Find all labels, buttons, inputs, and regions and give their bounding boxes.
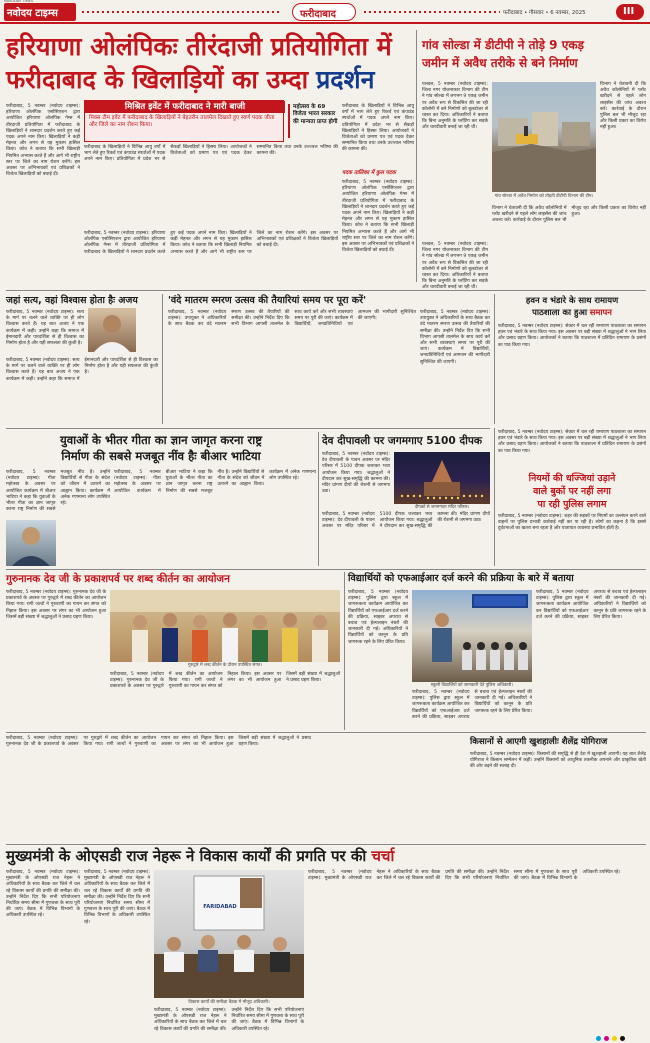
cm-photo	[154, 870, 304, 998]
registration-marks	[596, 1036, 646, 1042]
lead-headline-highlight: प्रदर्शन	[316, 65, 375, 94]
deep-text-a: फरीदाबाद, 5 नवम्बर (नवोदय टाइम्स): देव दीपावली के पावन अवसर पर मंदिर परिसर में 5100 दीपक जलाकर भव्य आयोजन किया गया। श्रद्धालुओं ने दीपदान कर सुख-समृद्धि की कामना की। मंदिर प्रांगण दीपों की रोशनी से जगमगा उठा।	[322, 452, 390, 495]
deep-photo-caption: दीपकों से जगमगाता मंदिर परिसर।	[414, 505, 470, 510]
havan-text-cont: फरीदाबाद, 5 नवम्बर (नवोदय टाइम्स): सेक्टर में चल रही रामायण पाठशाला का समापन हवन एवं भंडारे के साथ किया गया। इस अवसर पर बड़ी संख्या में श्रद्धालुओं ने भाग लिया और प्रसाद ग्रहण किया। आयोजकों ने बताया कि पाठशाला में प्रतिदिन रामायण के प्रसंगों का पाठ किया गया।	[498, 430, 646, 454]
havan-headline	[498, 294, 646, 324]
divider-v1	[416, 30, 417, 282]
row5-text-left: फरीदाबाद, 5 नवम्बर (नवोदय टाइम्स): गुरुनानक देव जी के प्रकाशपर्व के अवसर पर गुरुद्वारे में शब्द कीर्तन का आयोजन किया गया। रागी जत्थों ने गुरुवाणी का गायन कर संगत को निहाल किया। इस अवसर पर लंगर का भी आयोजन हुआ जिसमें बड़ी संख्या में श्रद्धालुओं ने प्रसाद ग्रहण किया।	[6, 736, 311, 748]
divider-h1	[6, 290, 646, 291]
ajay-photo	[88, 308, 136, 352]
deep-photo-art	[394, 452, 490, 504]
guru-text-b: फरीदाबाद, 5 नवम्बर (नवोदय टाइम्स): गुरुनानक देव जी के प्रकाशपर्व के अवसर पर गुरुद्वारे में शब्द कीर्तन का आयोजन किया गया। रागी जत्थों ने गुरुवाणी का गायन कर संगत को निहाल किया। इस अवसर पर लंगर का भी आयोजन हुआ जिसमें बड़ी संख्या में श्रद्धालुओं ने प्रसाद ग्रहण किया।	[110, 672, 340, 690]
niyam-headline-line2: वाले बुकों पर नहीं लगा	[533, 486, 611, 497]
ajay-text-b: फरीदाबाद, 5 नवम्बर (नवोदय टाइम्स): सत्य के मार्ग पर चलने वाले व्यक्ति पर ही लोग विश्वास करते हैं। यह बात अजय ने एक कार्यक्रम में कही। उन्होंने कहा कि समाज में ईमानदारी और पारदर्शिता से ही विश्वास का निर्माण होता है और यही सफलता की कुंजी है।	[6, 358, 158, 382]
solda-headline-line1: गांव सोल्डा में डीटीपी ने तोड़े 9 एकड़	[422, 38, 584, 52]
ajay-photo-art	[88, 308, 136, 352]
havan-headline-line1: हवन व भंडारे के साथ रामायण	[525, 295, 619, 305]
niyam-headline-line1: नियमों की धज्जियां उड़ाने	[528, 473, 616, 484]
divider-h5	[6, 844, 646, 845]
page-number-text: III	[623, 6, 635, 17]
lead-text-col1: फरीदाबाद, 5 नवम्बर (नवोदय टाइम्स): हरियाणा ओलंपिक एसोसिएशन द्वारा आयोजित हरियाणा ओलंपिक गेम्स में तीरंदाजी प्रतियोगिता में फरीदाबाद के खिलाड़ियों ने शानदार प्रदर्शन करते हुए कई पदक अपने नाम किए। खिलाड़ियों ने कड़ी मेहनत और लगन से यह मुकाम हासिल किया। कोच ने बताया कि सभी खिलाड़ी नियमित अभ्यास करते हैं और आगे भी राष्ट्रीय स्तर पर जिले का नाम रोशन करेंगे। इस अवसर पर अभिभावकों एवं प्रशिक्षकों ने विजेता खिलाड़ियों को बधाई दी।	[6, 104, 80, 178]
vande-text: फरीदाबाद, 5 नवम्बर (नवोदय टाइम्स): उपायुक्त ने अधिकारियों के साथ बैठक कर वंदे मातरम स्मरण उत्सव की तैयारियों की समीक्षा की। उन्होंने निर्देश दिए कि सभी विभाग आपसी तालमेल के साथ कार्य करें और सभी व्यवस्थाएं समय पर पूरी की जाएं। कार्यक्रम में विद्यार्थियों, जनप्रतिनिधियों एवं आमजन की भागीदारी सुनिश्चित की जाएगी।	[168, 310, 416, 328]
niyam-headline-line3: पा रही पुलिस लगाम	[537, 499, 607, 510]
vidya-text-c: फरीदाबाद, 5 नवम्बर (नवोदय टाइम्स): पुलिस द्वारा स्कूल में जागरूकता कार्यक्रम आयोजित कर विद्यार्थियों को एफआईआर दर्ज करने की प्रक्रिया, साइबर अपराध से बचाव एवं हेल्पलाइन नंबरों की जानकारी दी गई। अधिकारियों ने विद्यार्थियों को कानून के प्रति जागरूक रहने के लिए प्रेरित किया।	[536, 590, 646, 620]
gita-photo	[6, 520, 56, 566]
dots-rule-left	[82, 11, 282, 13]
vidya-text-a: फरीदाबाद, 5 नवम्बर (नवोदय टाइम्स): पुलिस द्वारा स्कूल में जागरूकता कार्यक्रम आयोजित कर विद्यार्थियों को एफआईआर दर्ज करने की प्रक्रिया, साइबर अपराध से बचाव एवं हेल्पलाइन नंबरों की जानकारी दी गई। अधिकारियों ने विद्यार्थियों को कानून के प्रति जागरूक रहने के लिए प्रेरित किया।	[348, 590, 408, 645]
brand-name: नवोदय टाइम्स	[7, 8, 58, 19]
havan-headline-line2: पाठशाला का हुआ	[532, 307, 588, 317]
dateline: फरीदाबाद • गौसवार • 6 नवम्बर, 2025	[503, 10, 586, 16]
divider-h4	[6, 732, 646, 733]
reg-dot-magenta	[604, 1036, 609, 1041]
vande-headline: 'वंदे मातरम स्मरण उत्सव की तैयारियां समय पर पूरा करें'	[168, 295, 367, 306]
lead-inset-headline: मिश्रित इवेंट में फरीदाबाद ने मारी बाजी	[85, 101, 285, 113]
solda-text-right: विभाग ने चेतावनी दी कि अवैध कॉलोनियों में प्लॉट खरीदने से पहले लोग लाइसेंस की जांच अवश्य करें। कार्रवाई के दौरान पुलिस बल भी मौजूद रहा और किसी प्रकार का विरोध नहीं हुआ।	[600, 82, 646, 131]
lead-right-text-a: फरीदाबाद के खिलाड़ियों ने विभिन्न आयु वर्गों में भाग लेते हुए रिकर्व एवं कंपाउंड स्पर्धाओं में पदक अपने नाम किए। प्रतियोगिता में प्रदेश भर से सैकड़ों खिलाड़ियों ने हिस्सा लिया। आयोजकों ने विजेताओं को प्रमाण पत्र एवं पदक देकर सम्मानित किया तथा उनके उज्ज्वल भविष्य की कामना की।	[342, 104, 414, 153]
vidya-photo-art	[412, 590, 532, 682]
lead-inset-text: मिक्स टीम इवेंट में फरीदाबाद के खिलाड़ियों ने बेहतरीन तालमेल दिखाते हुए स्वर्ण पदक जीता और जिले का नाम रोशन किया।	[89, 115, 275, 128]
cm-banner: FARIDABAD	[203, 904, 237, 910]
masthead	[0, 0, 650, 24]
solda-text-top: पलवल, 5 नवम्बर (नवोदय टाइम्स): जिला नगर योजनाकार विभाग की टीम ने गांव सोल्डा में लगभग 9 एकड़ जमीन पर अवैध रूप से विकसित की जा रही कॉलोनी में बने निर्माणों को बुलडोजर से ध्वस्त कर दिया। अधिकारियों ने बताया कि बिना अनुमति के प्लॉटिंग कर सड़कें और चारदीवारी बनाई जा रही थी।	[422, 82, 488, 131]
guru-headline: गुरुनानक देव जी के प्रकाशपर्व पर शब्द कीर्तन का आयोजन	[6, 573, 230, 585]
page-number	[616, 4, 644, 20]
brand-small: NAVODAY TIMES	[4, 0, 34, 3]
kisan-text: फरीदाबाद, 5 नवम्बर (नवोदय टाइम्स): किसानों की समृद्धि से ही देश में खुशहाली आएगी। यह बात शैलेंद्र योगिराज ने किसान सम्मेलन में कही। उन्होंने किसानों को आधुनिक तकनीक अपनाने और प्राकृतिक खेती की ओर बढ़ने की सलाह दी।	[470, 752, 646, 770]
solda-photo-caption: गांव सोल्डा में अवैध निर्माण को तोड़ती डीटीपी विभाग की टीम।	[494, 194, 594, 199]
guru-photo-caption: गुरुद्वारे में शब्द कीर्तन के दौरान उपस्थित संगत।	[188, 663, 262, 668]
divider-v5	[494, 428, 495, 566]
lead-quote-box	[288, 104, 338, 138]
lead-headline-line2: फरीदाबाद के खिलाड़ियों का उम्दा	[6, 65, 309, 94]
divider-h3	[6, 569, 646, 570]
vidya-text-b: फरीदाबाद, 5 नवम्बर (नवोदय टाइम्स): पुलिस द्वारा स्कूल में जागरूकता कार्यक्रम आयोजित कर विद्यार्थियों को एफआईआर दर्ज करने की प्रक्रिया, साइबर अपराध से बचाव एवं हेल्पलाइन नंबरों की जानकारी दी गई। अधिकारियों ने विद्यार्थियों को कानून के प्रति जागरूक रहने के लिए प्रेरित किया।	[412, 690, 532, 720]
lead-body-cols: फरीदाबाद के खिलाड़ियों ने विभिन्न आयु वर्गों में भाग लेते हुए रिकर्व एवं कंपाउंड स्पर्धाओं में पदक अपने नाम किए। प्रतियोगिता में प्रदेश भर से सैकड़ों खिलाड़ियों ने हिस्सा लिया। आयोजकों ने विजेताओं को प्रमाण पत्र एवं पदक देकर सम्मानित किया तथा उनके उज्ज्वल भविष्य की कामना की।	[84, 145, 338, 163]
gita-text-2: फरीदाबाद, 5 नवम्बर (नवोदय टाइम्स): गीता महोत्सव के अवसर पर आयोजित कार्यक्रम में बीआर भाटिया ने कहा कि युवाओं के भीतर गीता का ज्ञान जागृत करना राष्ट्र निर्माण की सबसे मजबूत नींव है। उन्होंने विद्यार्थियों से गीता के संदेश को जीवन में उतारने का आह्वान किया। कार्यक्रम में अनेक गणमान्य लोग उपस्थित रहे।	[114, 470, 316, 494]
reg-dot-cyan	[596, 1036, 601, 1041]
niyam-headline	[498, 472, 646, 516]
lead-inset-box	[84, 100, 284, 142]
lead-quote-title: महोत्सव के 69 विजेता भारत सरकार की मान्यता प्राप्त होगी	[293, 104, 338, 125]
solda-headline-line2: जमीन में अवैध तरीके से बने निर्माण	[422, 56, 578, 70]
lead-headline	[6, 30, 412, 100]
gita-headline	[6, 432, 316, 468]
lead-body-cols-2: फरीदाबाद, 5 नवम्बर (नवोदय टाइम्स): हरियाणा ओलंपिक एसोसिएशन द्वारा आयोजित हरियाणा ओलंपिक गेम्स में तीरंदाजी प्रतियोगिता में फरीदाबाद के खिलाड़ियों ने शानदार प्रदर्शन करते हुए कई पदक अपने नाम किए। खिलाड़ियों ने कड़ी मेहनत और लगन से यह मुकाम हासिल किया। कोच ने बताया कि सभी खिलाड़ी नियमित अभ्यास करते हैं और आगे भी राष्ट्रीय स्तर पर जिले का नाम रोशन करेंगे। इस अवसर पर अभिभावकों एवं प्रशिक्षकों ने विजेता खिलाड़ियों को बधाई दी।	[84, 231, 338, 255]
lead-right-col	[342, 100, 414, 344]
divider-v2	[162, 294, 163, 424]
deep-photo	[394, 452, 490, 504]
divider-v4	[318, 432, 319, 566]
cm-headline-highlight: चर्चा	[371, 847, 395, 865]
dots-rule-right	[364, 11, 500, 13]
cm-photo-art	[154, 870, 304, 998]
divider-v3	[494, 294, 495, 424]
divider-v6	[344, 572, 345, 730]
gita-headline-line1: युवाओं के भीतर गीता का ज्ञान जागृत करना राष्ट्र	[60, 433, 262, 447]
lead-mid-subhead: पदक तालिका में कुल पदक	[342, 170, 396, 176]
ajay-text-a: फरीदाबाद, 5 नवम्बर (नवोदय टाइम्स): सत्य के मार्ग पर चलने वाले व्यक्ति पर ही लोग विश्वास करते हैं। यह बात अजय ने एक कार्यक्रम में कही। उन्होंने कहा कि समाज में ईमानदारी और पारदर्शिता से ही विश्वास का निर्माण होता है और यही सफलता की कुंजी है।	[6, 310, 84, 347]
guru-text-a: फरीदाबाद, 5 नवम्बर (नवोदय टाइम्स): गुरुनानक देव जी के प्रकाशपर्व के अवसर पर गुरुद्वारे में शब्द कीर्तन का आयोजन किया गया। रागी जत्थों ने गुरुवाणी का गायन कर संगत को निहाल किया। इस अवसर पर लंगर का भी आयोजन हुआ जिसमें बड़ी संख्या में श्रद्धालुओं ने प्रसाद ग्रहण किया।	[6, 590, 106, 620]
gita-photo-art	[6, 520, 56, 566]
deep-headline: देव दीपावली पर जगमगाए 5100 दीपक	[322, 435, 482, 447]
gita-headline-line2: निर्माण की सबसे मजबूत नींव हैः बीआर भाटिया	[61, 449, 261, 463]
vidya-photo-caption: स्कूली विद्यार्थियों को जानकारी देते पुलिस अधिकारी।	[430, 683, 514, 688]
gita-text: फरीदाबाद, 5 नवम्बर (नवोदय टाइम्स): गीता महोत्सव के अवसर पर आयोजित कार्यक्रम में बीआर भाटिया ने कहा कि युवाओं के भीतर गीता का ज्ञान जागृत करना राष्ट्र निर्माण की सबसे मजबूत नींव है। उन्होंने विद्यार्थियों से गीता के संदेश को जीवन में उतारने का आह्वान किया। कार्यक्रम में अनेक गणमान्य लोग उपस्थित रहे।	[6, 470, 110, 513]
kisan-headline: किसानों से आएगी खुशहालीः शैलेंद्र योगिराज	[470, 737, 608, 747]
lead-headline-line1: हरियाणा ओलंपिकः तीरंदाजी प्रतियोगिता में	[6, 32, 392, 61]
havan-text: फरीदाबाद, 5 नवम्बर (नवोदय टाइम्स): सेक्टर में चल रही रामायण पाठशाला का समापन हवन एवं भंडारे के साथ किया गया। इस अवसर पर बड़ी संख्या में श्रद्धालुओं ने भाग लिया और प्रसाद ग्रहण किया। आयोजकों ने बताया कि पाठशाला में प्रतिदिन रामायण के प्रसंगों का पाठ किया गया।	[498, 324, 646, 348]
niyam-text: फरीदाबाद, 5 नवम्बर (नवोदय टाइम्स): शहर की सड़कों पर नियमों का उल्लंघन करने वाले वाहनों पर पुलिस प्रभावी कार्रवाई नहीं कर पा रही है। लोगों का कहना है कि इससे दुर्घटनाओं का खतरा बना रहता है और यातायात व्यवस्था प्रभावित होती है।	[498, 514, 646, 532]
solda-photo	[492, 82, 596, 192]
cm-photo-caption: विकास कार्यों की समीक्षा बैठक में मौजूद अधिकारी।	[188, 1000, 270, 1005]
solda-text-bottom: विभाग ने चेतावनी दी कि अवैध कॉलोनियों में प्लॉट खरीदने से पहले लोग लाइसेंस की जांच अवश्य करें। कार्रवाई के दौरान पुलिस बल भी मौजूद रहा और किसी प्रकार का विरोध नहीं हुआ।	[492, 206, 646, 224]
cm-text-a: फरीदाबाद, 5 नवम्बर (नवोदय टाइम्स): मुख्यमंत्री के ओएसडी राज नेहरू ने अधिकारियों के साथ बैठक कर जिले में चल रहे विकास कार्यों की प्रगति की समीक्षा की। उन्होंने निर्देश दिए कि सभी परियोजनाएं निर्धारित समय सीमा में गुणवत्ता के साथ पूरी की जाएं। बैठक में विभिन्न विभागों के अधिकारी उपस्थित रहे।	[6, 870, 80, 919]
deep-text-b: फरीदाबाद, 5 नवम्बर (नवोदय टाइम्स): देव दीपावली के पावन अवसर पर मंदिर परिसर में 5100 दीपक जलाकर भव्य आयोजन किया गया। श्रद्धालुओं ने दीपदान कर सुख-समृद्धि की कामना की। मंदिर प्रांगण दीपों की रोशनी से जगमगा उठा।	[322, 512, 490, 530]
reg-dot-yellow	[612, 1036, 617, 1041]
havan-headline-highlight: समापन	[589, 307, 612, 317]
cm-text-d: फरीदाबाद, 5 नवम्बर (नवोदय टाइम्स): मुख्यमंत्री के ओएसडी राज नेहरू ने अधिकारियों के साथ बैठक कर जिले में चल रहे विकास कार्यों की प्रगति की समीक्षा की। उन्होंने निर्देश दिए कि सभी परियोजनाएं निर्धारित समय सीमा में गुणवत्ता के साथ पूरी की जाएं। बैठक में विभिन्न विभागों के अधिकारी उपस्थित रहे।	[308, 870, 621, 882]
reg-dot-black	[620, 1036, 625, 1041]
solda-photo-art	[492, 82, 596, 192]
brand-logo	[4, 3, 76, 21]
cm-text-c: फरीदाबाद, 5 नवम्बर (नवोदय टाइम्स): मुख्यमंत्री के ओएसडी राज नेहरू ने अधिकारियों के साथ बैठक कर जिले में चल रहे विकास कार्यों की प्रगति की समीक्षा की। उन्होंने निर्देश दिए कि सभी परियोजनाएं निर्धारित समय सीमा में गुणवत्ता के साथ पूरी की जाएं। बैठक में विभिन्न विभागों के अधिकारी उपस्थित रहे।	[154, 1008, 304, 1032]
cm-headline	[6, 846, 646, 866]
solda-headline	[422, 36, 646, 78]
guru-photo	[110, 590, 340, 662]
lead-right-text-b: फरीदाबाद, 5 नवम्बर (नवोदय टाइम्स): हरियाणा ओलंपिक एसोसिएशन द्वारा आयोजित हरियाणा ओलंपिक गेम्स में तीरंदाजी प्रतियोगिता में फरीदाबाद के खिलाड़ियों ने शानदार प्रदर्शन करते हुए कई पदक अपने नाम किए। खिलाड़ियों ने कड़ी मेहनत और लगन से यह मुकाम हासिल किया। कोच ने बताया कि सभी खिलाड़ी नियमित अभ्यास करते हैं और आगे भी राष्ट्रीय स्तर पर जिले का नाम रोशन करेंगे। इस अवसर पर अभिभावकों एवं प्रशिक्षकों ने विजेता खिलाड़ियों को बधाई दी।	[342, 180, 414, 254]
solda-text-bottom-left: पलवल, 5 नवम्बर (नवोदय टाइम्स): जिला नगर योजनाकार विभाग की टीम ने गांव सोल्डा में लगभग 9 एकड़ जमीन पर अवैध रूप से विकसित की जा रही कॉलोनी में बने निर्माणों को बुलडोजर से ध्वस्त कर दिया। अधिकारियों ने बताया कि बिना अनुमति के प्लॉटिंग कर सड़कें और चारदीवारी बनाई जा रही थी।	[422, 242, 488, 291]
vidya-headline: विद्यार्थियों को एफआईआर दर्ज करने की प्रक्रिया के बारे में बताया	[348, 573, 574, 584]
section-tab	[292, 3, 356, 21]
cm-text-b: फरीदाबाद, 5 नवम्बर (नवोदय टाइम्स): मुख्यमंत्री के ओएसडी राज नेहरू ने अधिकारियों के साथ बैठक कर जिले में चल रहे विकास कार्यों की प्रगति की समीक्षा की। उन्होंने निर्देश दिए कि सभी परियोजनाएं निर्धारित समय सीमा में गुणवत्ता के साथ पूरी की जाएं। बैठक में विभिन्न विभागों के अधिकारी उपस्थित रहे।	[84, 870, 150, 925]
section-title: फरीदाबाद	[300, 9, 336, 20]
vande-text-right: फरीदाबाद, 5 नवम्बर (नवोदय टाइम्स): उपायुक्त ने अधिकारियों के साथ बैठक कर वंदे मातरम स्मरण उत्सव की तैयारियों की समीक्षा की। उन्होंने निर्देश दिए कि सभी विभाग आपसी तालमेल के साथ कार्य करें और सभी व्यवस्थाएं समय पर पूरी की जाएं। कार्यक्रम में विद्यार्थियों, जनप्रतिनिधियों एवं आमजन की भागीदारी सुनिश्चित की जाएगी।	[420, 310, 490, 365]
ajay-headline: जहां सत्य, वहां विश्वास होता हैः अजय	[6, 295, 138, 306]
guru-photo-art	[110, 590, 340, 662]
vidya-photo	[412, 590, 532, 682]
cm-headline-main: मुख्यमंत्री के ओएसडी राज नेहरू ने विकास कार्यों की प्रगति पर की	[6, 847, 367, 865]
divider-h2	[6, 428, 490, 429]
